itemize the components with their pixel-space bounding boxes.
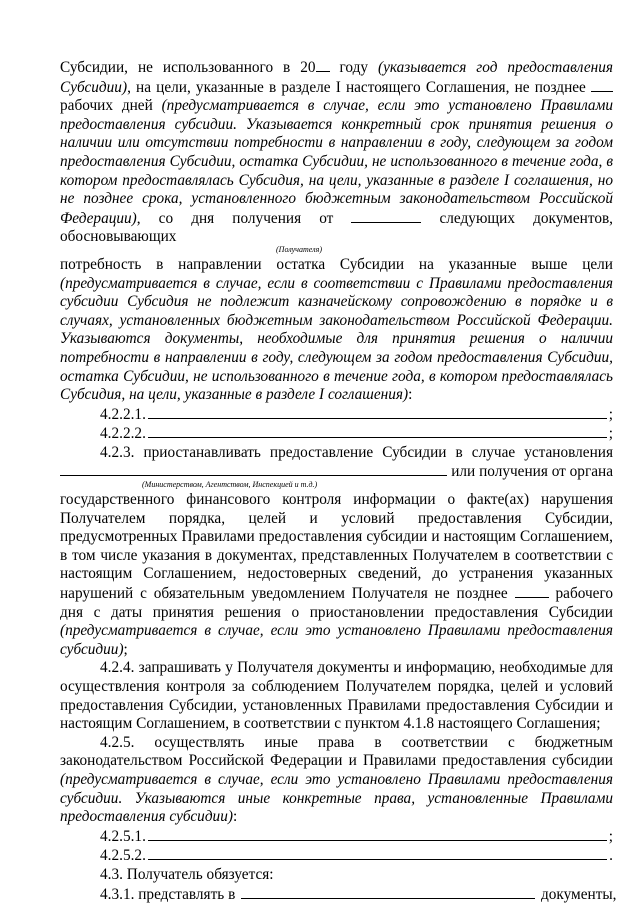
item-4-2-4: 4.2.4. запрашивать у Получателя документы и информацию, необходимые для осуществления контроля за соблюдением Получателем порядка, целей и условий предоставления Субсидии, установленных Правилами предоставления Субсидии и настоящим Соглашением, в соответствии с пунктом 4.1.8 настоящего Соглашения; [60,659,613,733]
item-4-2-5 [60,734,613,827]
text: : [408,386,413,404]
item-4-3: 4.3. Получатель обязуется: [100,865,274,883]
blank-line [148,827,607,841]
blank-line [241,885,535,899]
italic-note: (указывается год предоставления Субсидии) [60,59,613,96]
punct: ; [608,405,613,423]
punct: . [609,847,613,865]
authority-blank [60,462,447,476]
item-4-2-3-start: 4.2.3. приостанавливать предоставление Субсидии в случае установления [100,443,613,461]
workday-blank [515,584,549,598]
blank-line [148,424,607,438]
text: , со дня получения от [136,209,352,227]
text: государственного финансового контроля информации о факте(ах) нарушения Получателем порядка, целей и условий предоставления Субсидии, предусмотренных Правилами предоставления субсидии и настоящим Соглашением, в том числе указания в документах, представленных Получателем в соответствии с настоящим Соглашением, недостоверных сведений, до устранения указанных нарушений с обязательным уведомлением Получателя не позднее [60,491,613,603]
punct: ; [123,640,128,658]
text: следующих документов, обосновывающих [60,209,614,246]
text: рабочего дня с даты принятия решения о приостановлении предоставления Субсидии [60,585,614,621]
text: потребность в направлении остатка Субсидии на указанные выше цели [60,255,613,273]
blank-line [148,405,607,419]
item-4-2-5-2 [60,846,613,866]
text: году [329,59,378,76]
italic-note: (предусматривается в случае, если в соответствии с Правилами предоставления субсидии Субсидия не подлежит казначейскому сопровождению в порядке и в случаях, установленных бюджетным законодательством Российской Федерации. Указываются документы, необходимые для принятия решения о наличии потребности в направлении в году, следующем за годом предоставления Субсидии, остатка Субсидии, не использованного в течение года, в котором предоставлялась Субсидия, на цели, указанные в разделе I соглашения) [60,274,613,404]
italic-note: (предусматривается в случае, если это установлено Правилами предоставления субсидии) [60,622,613,658]
item-label: 4.2.2.1. [100,405,146,423]
italic-note: (предусматривается в случае, если это установлено Правилами предоставления субсидии. Указывается конкретный срок принятия решения о наличии или отсутствии потребности в направлении в году, следующем за годом предоставления Субсидии, остатка Субсидии, не использованного в течение года, в котором предоставлялась Субсидия, на цели, указанные в разделе I соглашения, но не позднее срока, установленного бюджетным законодательством Российской Федерации) [60,97,613,227]
item-label: 4.2.5.1. [100,827,146,845]
item-label: 4.2.5.2. [100,847,146,865]
text: Субсидии, не использованного в 20 [60,59,316,76]
text: рабочих дней [60,97,162,115]
punct: ; [608,827,613,845]
paragraph-subsidy-remainder [60,58,613,247]
document-page [60,58,617,904]
blank-line [148,846,607,860]
item-4-2-2-2 [60,424,613,444]
days-blank [591,78,613,92]
punct: : [232,808,238,826]
text: или получения от органа [451,463,613,481]
item-4-2-2-1 [60,405,613,425]
item-4-2-3-body [60,491,613,659]
item-4-3-1 [60,885,617,905]
punct: ; [608,425,613,443]
paragraph-need-remainder [60,256,613,405]
text: 4.3.1. представлять в [100,885,240,903]
text: документы, [537,885,617,903]
text: , на цели, указанные в разделе I настоящего Соглашения, не позднее [127,78,591,96]
ministry-hint: (Министерством, Агентством, Инспекцией и т.д.) [142,480,318,490]
italic-note: (предусматривается в случае, если это установлено Правилами предоставления субсидии. Указываются иные конкретные права, установленные Правилами предоставления субсидии) [60,770,613,826]
item-label: 4.2.2.2. [100,425,146,443]
text: 4.2.5. осуществлять иные права в соответствии с бюджетным законодательством Российской Федерации и Правилами предоставления субсидии [60,733,613,770]
recipient-hint: (Получателя) [276,244,322,254]
year-blank [316,58,330,72]
recipient-blank [351,209,421,223]
item-4-2-5-1 [60,827,613,847]
